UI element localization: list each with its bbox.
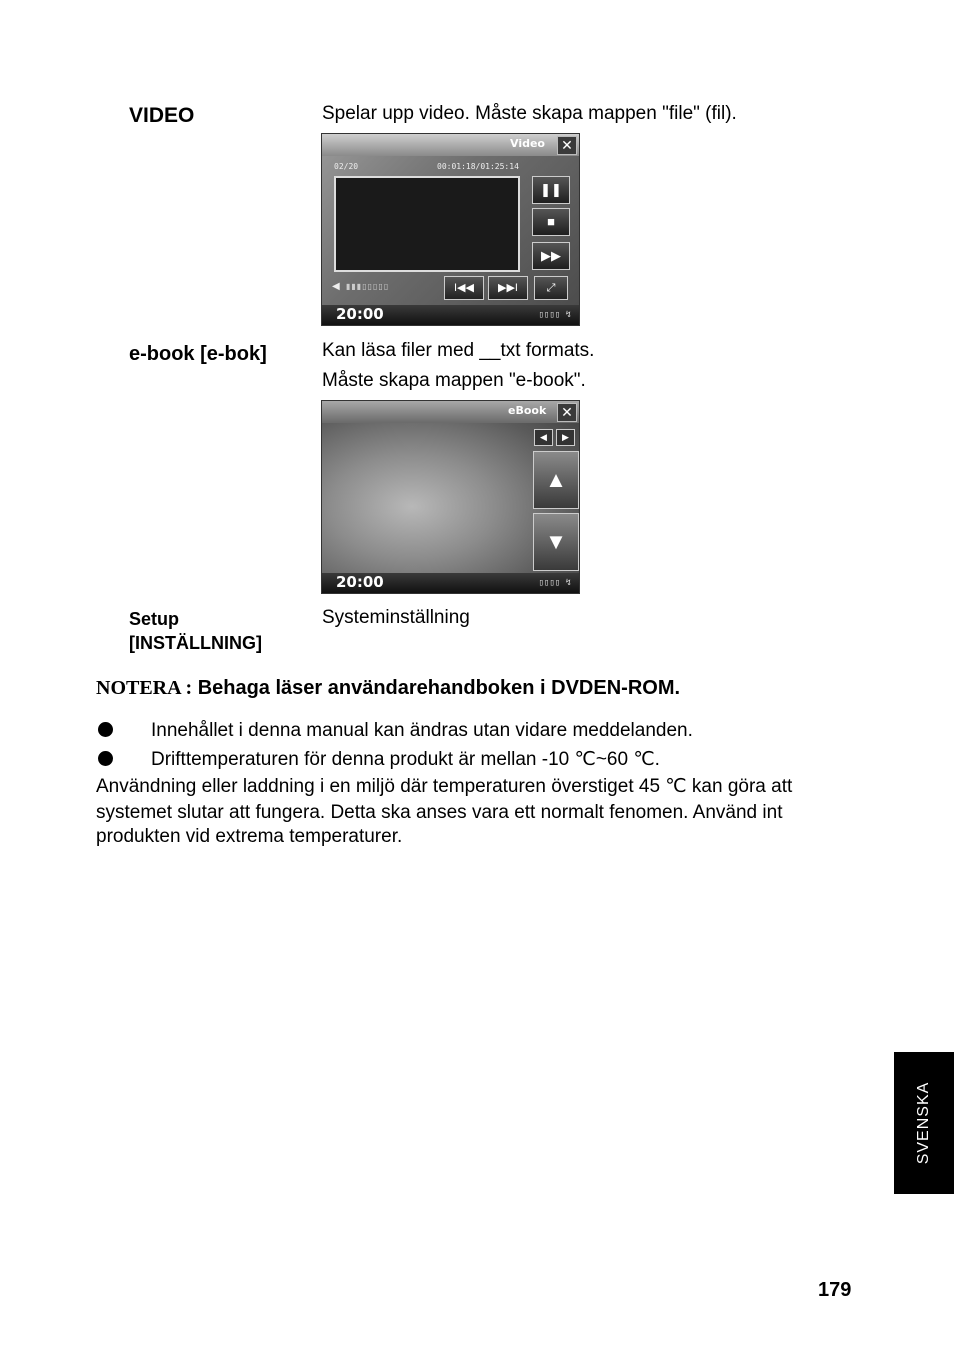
ebook-title: eBook [508, 404, 547, 417]
paragraph-line3: produkten vid extrema temperaturer. [96, 826, 403, 847]
bullet-icon [98, 722, 113, 737]
bullet-icon [98, 751, 113, 766]
video-player-screenshot [321, 133, 580, 326]
previous-button[interactable]: I◀◀ [444, 276, 484, 300]
ebook-clock: 20:00 [336, 573, 384, 591]
stop-button[interactable]: ■ [532, 208, 570, 236]
fullscreen-icon[interactable]: ⤢ [534, 276, 568, 300]
setup-label-line2: [INSTÄLLNING] [129, 633, 262, 653]
fast-forward-button[interactable]: ▶▶ [532, 242, 570, 270]
paragraph-line1: Användning eller laddning i en miljö där temperaturen överstiget 45 ℃ kan göra att [96, 776, 793, 797]
paragraph-line2: systemet slutar att fungera. Detta ska anses vara ett normalt fenomen. Använd int [96, 802, 783, 823]
page-number: 179 [818, 1279, 852, 1301]
video-time-info: 00:01:18/01:25:14 [437, 162, 519, 171]
next-button[interactable]: ▶▶I [488, 276, 528, 300]
setup-description: Systeminställning [322, 607, 470, 628]
ebook-reader-screenshot [321, 400, 580, 594]
page-next-icon[interactable]: ▶ [556, 429, 575, 446]
video-title: Video [510, 137, 545, 150]
bullet-item-2: Drifttemperaturen för denna produkt är mellan -10 ℃~60 ℃. [151, 749, 660, 770]
language-tab [894, 1052, 954, 1194]
bullet-item-1: Innehållet i denna manual kan ändras utan vidare meddelanden. [151, 720, 693, 741]
close-icon[interactable]: ✕ [557, 403, 577, 422]
battery-icon: ▯▯▯▯ ↯ [538, 578, 571, 588]
scroll-down-button[interactable]: ▼ [533, 513, 579, 571]
note-text: Behaga läser användarehandboken i DVDEN-ROM. [197, 677, 681, 699]
volume-scale[interactable]: ▮▮▮▯▯▯▯▯ [346, 282, 390, 291]
ebook-description-line1: Kan läsa filer med __txt formats. [322, 340, 595, 361]
ebook-label: e-book [e-bok] [129, 343, 267, 365]
scroll-up-button[interactable]: ▲ [533, 451, 579, 509]
note-line [96, 676, 680, 700]
volume-icon: ◀ [332, 281, 340, 292]
video-track-counter: 02/20 [334, 162, 359, 171]
video-display-area [334, 176, 520, 272]
battery-icon: ▯▯▯▯ ↯ [538, 310, 571, 320]
note-prefix: NOTERA : [96, 677, 193, 699]
pause-button[interactable]: ❚❚ [532, 176, 570, 204]
video-description: Spelar upp video. Måste skapa mappen "file" (fil). [322, 103, 737, 124]
video-label: VIDEO [129, 104, 195, 127]
setup-label-line1: Setup [129, 609, 180, 629]
video-clock: 20:00 [336, 305, 384, 323]
language-tab-label: SVENSKA [915, 1081, 932, 1165]
close-icon[interactable]: ✕ [557, 136, 577, 155]
page-prev-icon[interactable]: ◀ [534, 429, 553, 446]
ebook-description-line2: Måste skapa mappen "e-book". [322, 370, 586, 391]
